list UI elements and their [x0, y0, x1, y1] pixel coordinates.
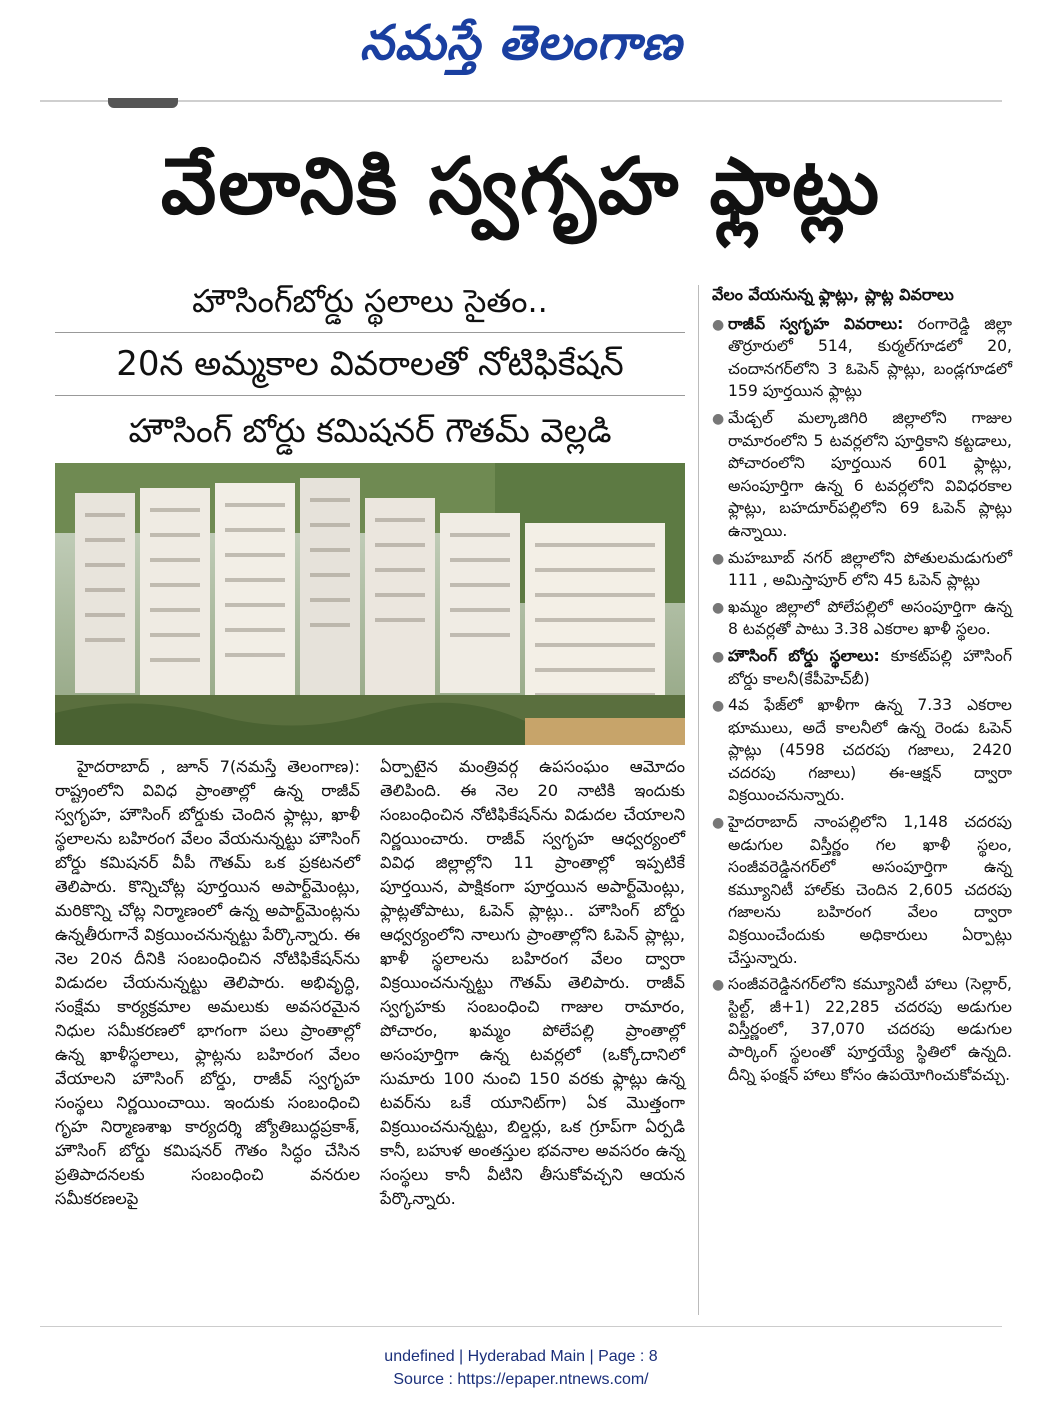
list-item-text: రంగారెడ్డి జిల్లా తొర్రూరులో 514, కుర్మల్‌గూడలో 20, చందానగర్‌లోని 3 ఓపెన్ ప్లాట్లు, బండ్లగూడలో 159 పూర్తయిన ఫ్లాట్లు: [728, 314, 1012, 401]
article-body-column-1: [55, 755, 360, 1211]
list-item: [712, 973, 1012, 1086]
masthead: [0, 8, 1042, 78]
footer-source: Source : https://epaper.ntnews.com/: [393, 1371, 649, 1388]
list-item-text: సంజీవరెడ్డినగర్‌లోని కమ్యూనిటీ హాలు (సెల్లార్, స్టిల్ట్, జీ+1) 22,285 చదరపు అడుగుల విస్తీర్ణంలో, 37,070 చదరపు అడుగుల పార్కింగ్ స్థలంతో పూర్తయ్యే స్థితిలో ఉన్నది. దీన్ని ఫంక్షన్ హాలు కోసం ఉపయోగించుకోవచ్చు.: [728, 975, 1012, 1084]
list-item-text: కూకట్‌పల్లి హౌసింగ్ బోర్డు కాలనీ(కేపీహెచ్‌బీ): [728, 646, 1012, 688]
apartments-photo: [55, 463, 685, 745]
footer-divider: [40, 1326, 1002, 1327]
page-footer: [0, 1345, 1042, 1391]
apartments-photo-illustration: [55, 463, 685, 745]
list-item: [712, 596, 1012, 641]
bullet-icon: ●: [712, 977, 725, 994]
list-item: [712, 694, 1012, 807]
list-item: [712, 547, 1012, 592]
subheading-1: హౌసింగ్‌బోర్డు స్థలాలు సైతం..: [192, 282, 548, 320]
bullet-icon: ●: [712, 599, 725, 616]
masthead-title: నమస్తే తెలంగాణ: [359, 15, 683, 71]
column-divider: [698, 285, 699, 1315]
subheading-block: [55, 270, 685, 466]
list-item-lead: రాజీవ్ స్వగృహ వివరాలు:: [728, 314, 904, 333]
article-body-text: హైదరాబాద్ , జూన్ 7(నమస్తే తెలంగాణ): రాష్ట్రంలోని వివిధ ప్రాంతాల్లో ఉన్న రాజీవ్ స్వగృహ, హౌసింగ్ బోర్డుకు చెందిన ఫ్లాట్లు, ఖాళీ స్థలాలను బహిరంగ వేలం వేయనున్నట్టు హౌసింగ్ బోర్డు కమిషనర్ వీపీ గౌతమ్ ఒక ప్రకటనలో తెలిపారు. కొన్నిచోట్ల పూర్తయిన అపార్ట్‌మెంట్లు, మరికొన్ని చోట్ల నిర్మాణంలో ఉన్న అపార్ట్‌మెంట్లను ఉన్నతీరుగానే విక్రయించనున్నట్టు పేర్కొన్నారు. ఈ నెల 20న దీనికి సంబంధించిన నోటిఫికేషన్‌ను విడుదల చేయనున్నట్టు తెలిపారు. అభివృద్ధి, సంక్షేమ కార్యక్రమాల అమలుకు అవసరమైన నిధుల సమీకరణలో భాగంగా పలు ప్రాంతాల్లో ఉన్న ఖాళీస్థలాలు, ఫ్లాట్లను బహిరంగ వేలం వేయాలని హౌసింగ్ బోర్డు, రాజీవ్ స్వగృహ సంస్థలు నిర్ణయించాయి. ఇందుకు సంబంధించి గృహ నిర్మాణశాఖ కార్యదర్శి జ్యోతిబుద్ధప్రకాశ్, హౌసింగ్ బోర్డు కమిషనర్ గౌతం సిద్ధం చేసిన ప్రతిపాదనలకు సంబంధించి వనరుల సమీకరణలపై: [55, 757, 360, 1208]
list-item-text: 4వ ఫేజ్‌లో ఖాళీగా ఉన్న 7.33 ఎకరాల భూములు, అదే కాలనీలో ఉన్న రెండు ఓపెన్ ప్లాట్లు (4598 చదరపు గజాలు, 2420 చదరపు గజాలు) ఈ-ఆక్షన్ ద్వారా విక్రయించనున్నారు.: [728, 696, 1012, 805]
list-item: [712, 645, 1012, 690]
list-item-text: మేడ్చల్ మల్కాజిగిరి జిల్లాలోని గాజుల రామారంలోని 5 టవర్లలోని పూర్తికాని కట్టడాలు, పోచారంలోని పూర్తయిన 601 ఫ్లాట్లు, అసంపూర్తిగా ఉన్న 6 టవర్లలోని వివిధరకాల ఫ్లాట్లు, బహదూర్‌పల్లిలోని 69 ఓపెన్ ప్లాట్లు ఉన్నాయి.: [728, 408, 1012, 540]
list-item-text: హైదరాబాద్ నాంపల్లిలోని 1,148 చదరపు అడుగుల విస్తీర్ణం గల ఖాళీ స్థలం, సంజీవరెడ్డినగర్‌లో అసంపూర్తిగా ఉన్న కమ్యూనిటీ హాల్‌కు చెందిన 2,605 చదరపు గజాలను బహిరంగ వేలం ద్వారా విక్రయించేందుకు అధికారులు ఏర్పాట్లు చేస్తున్నారు.: [728, 813, 1012, 967]
article-headline: వేలానికి స్వగృహ ఫ్లాట్లు: [160, 142, 882, 232]
bullet-icon: ●: [712, 815, 725, 832]
bullet-icon: ●: [712, 316, 725, 333]
subheading-3: హౌసింగ్ బోర్డు కమిషనర్ గౌతమ్ వెల్లడి: [128, 411, 612, 450]
list-item: [712, 313, 1012, 403]
footer-edition-info: undefined | Hyderabad Main | Page : 8: [384, 1348, 658, 1365]
list-item-text: మహబూబ్ నగర్ జిల్లాలోని పోతులమడుగులో 111 , అమిస్తాపూర్ లోని 45 ఓపెన్ ప్లాట్లు: [728, 548, 1012, 590]
bullet-icon: ●: [712, 648, 725, 665]
bullet-icon: ●: [712, 550, 725, 567]
list-item: [712, 811, 1012, 969]
subheading-2: 20న అమ్మకాల వివరాలతో నోటిఫికేషన్: [55, 332, 685, 396]
bullet-icon: ●: [712, 698, 725, 715]
list-item-lead: హౌసింగ్ బోర్డు స్థలాలు:: [728, 646, 880, 665]
article-body-text: ఏర్పాటైన మంత్రివర్గ ఉపసంఘం ఆమోదం తెలిపింది. ఈ నెల 20 నాటికి ఇందుకు సంబంధించిన నోటిఫికేషన్‌ను విడుదల చేయాలని నిర్ణయించారు. రాజీవ్ స్వగృహ ఆధ్వర్యంలో వివిధ జిల్లాల్లోని 11 ప్రాంతాల్లో ఇప్పటికే పూర్తయిన, పాక్షికంగా పూర్తయిన అపార్ట్‌మెంట్లు, ఫ్లాట్లతోపాటు, ఓపెన్ ప్లాట్లు.. హౌసింగ్ బోర్డు ఆధ్వర్యంలోని నాలుగు ప్రాంతాల్లోని ఓపెన్ ప్లాట్లు, ఖాళీ స్థలాలను బహిరంగ వేలం ద్వారా విక్రయించనున్నట్టు గౌతమ్ తెలిపారు. రాజీవ్ స్వగృహకు సంబంధించి గాజుల రామారం, పోచారం, ఖమ్మం పోలేపల్లి ప్రాంతాల్లో అసంపూర్తిగా ఉన్న టవర్లలో (ఒక్కోదానిలో సుమారు 100 నుంచి 150 వరకు ఫ్లాట్లు ఉన్న టవర్‌ను ఒకే యూనిట్‌గా) ఏక మొత్తంగా విక్రయించనున్నట్టు, బిల్డర్లు, ఒక గ్రూప్‌గా ఏర్పడి కానీ, బహుళ అంతస్తుల భవనాల అవసరం ఉన్న సంస్థలు కానీ వీటిని తీసుకోవచ్చని ఆయన పేర్కొన్నారు.: [380, 757, 685, 1208]
masthead-ornament: [108, 98, 178, 108]
list-item: [712, 407, 1012, 543]
list-item-text: ఖమ్మం జిల్లాలో పోలేపల్లిలో అసంపూర్తిగా ఉన్న 8 టవర్లతో పాటు 3.38 ఎకరాల ఖాళీ స్థలం.: [728, 597, 1012, 639]
masthead-divider: [40, 100, 1002, 102]
bullet-icon: ●: [712, 410, 725, 427]
sidebar-heading: వేలం వేయనున్న ఫ్లాట్లు, ప్లాట్ల వివరాలు: [712, 285, 954, 304]
article-body-column-2: [380, 755, 685, 1211]
sidebar-details: [712, 284, 1012, 1090]
